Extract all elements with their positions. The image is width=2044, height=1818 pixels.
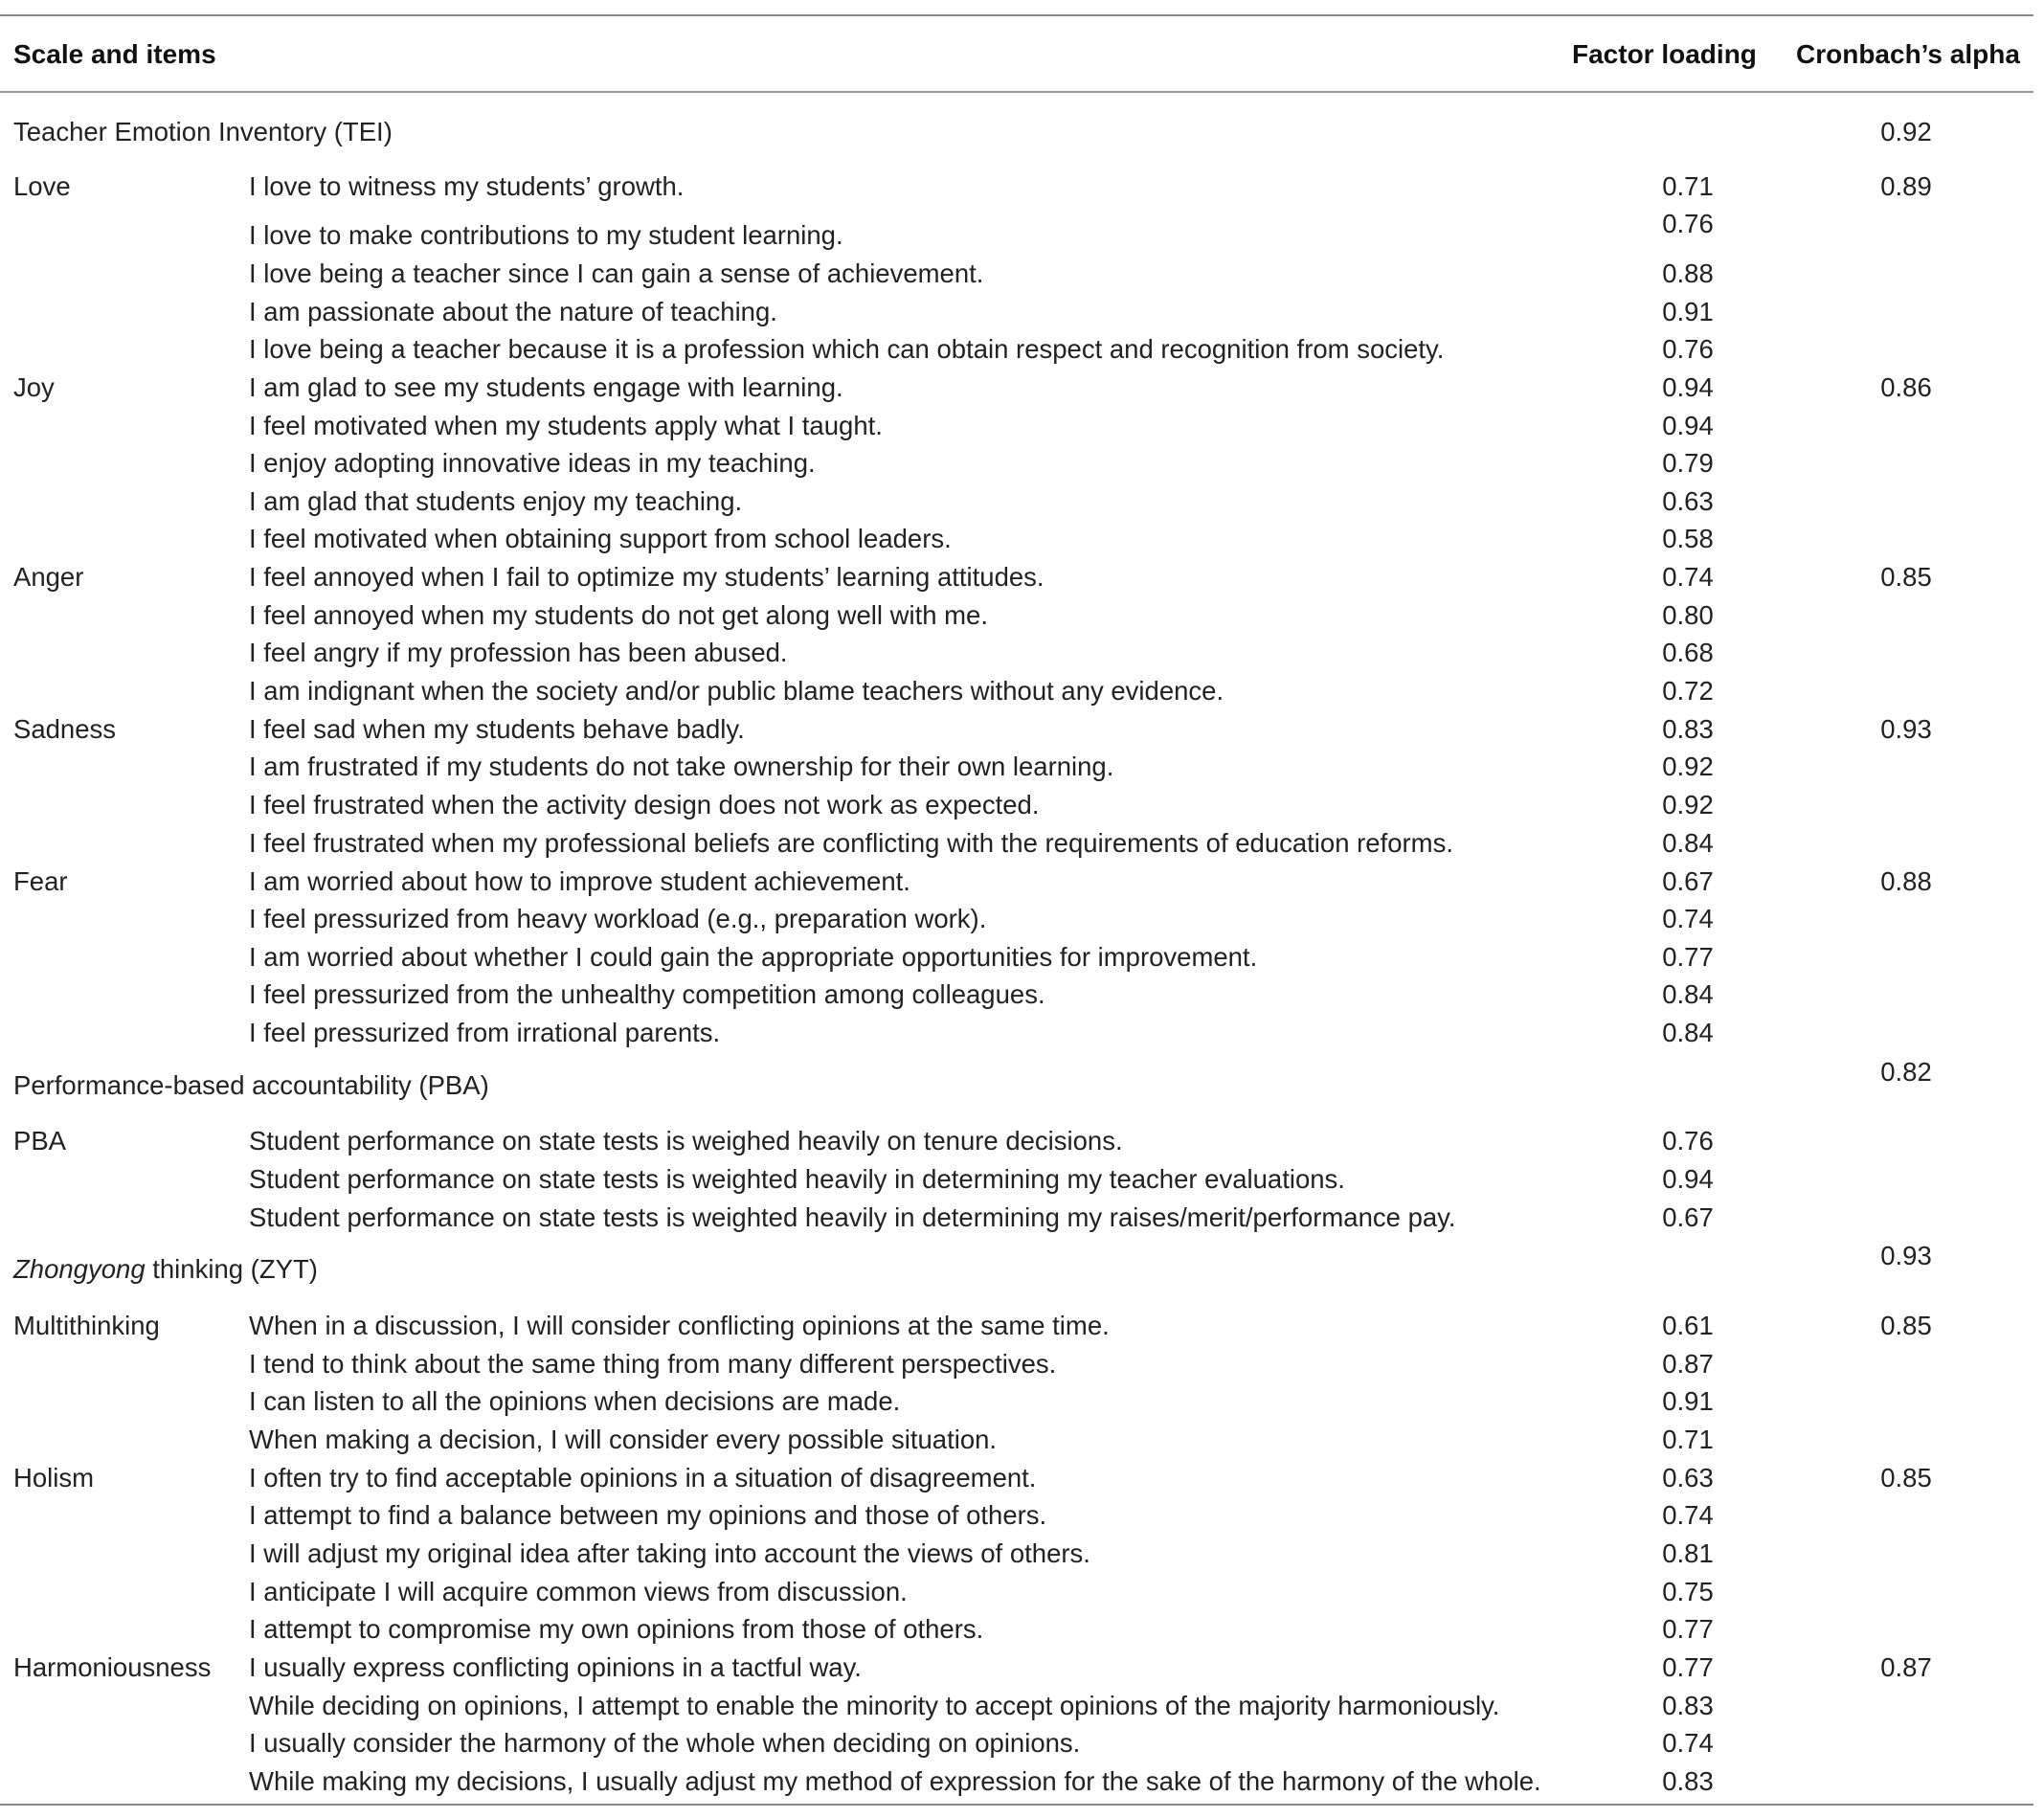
subscale-alpha: 0.87 (1880, 1652, 1932, 1682)
item-loading: 0.76 (1662, 334, 1714, 364)
item-loading: 0.68 (1662, 638, 1714, 667)
item-loading: 0.67 (1662, 866, 1714, 896)
item-text: I attempt to find a balance between my opinions and those of others. (249, 1500, 1047, 1530)
item-text: I am glad to see my students engage with learning. (249, 372, 843, 402)
item-loading: 0.80 (1662, 600, 1714, 630)
header-factor-loading: Factor loading (1572, 39, 1757, 69)
item-loading: 0.71 (1662, 171, 1714, 201)
item-loading: 0.87 (1662, 1349, 1714, 1379)
item-text: I feel pressurized from the unhealthy competition among colleagues. (249, 979, 1045, 1009)
item-text: I love to make contributions to my student learning. (249, 220, 843, 250)
item-loading: 0.92 (1662, 790, 1714, 819)
table-top-rule (0, 14, 2033, 16)
subscale-alpha: 0.85 (1880, 562, 1932, 592)
table-header-rule (0, 91, 2033, 93)
item-text: I feel angry if my profession has been abused. (249, 638, 788, 667)
item-loading: 0.84 (1662, 979, 1714, 1009)
item-loading: 0.84 (1662, 1018, 1714, 1047)
item-text: I feel sad when my students behave badly. (249, 714, 745, 744)
subscale-name: Love (13, 171, 71, 201)
item-text: I love to witness my students’ growth. (249, 171, 685, 201)
item-text: Student performance on state tests is weighted heavily in determining my raises/merit/performance pay. (249, 1202, 1456, 1232)
item-text: While deciding on opinions, I attempt to enable the minority to accept opinions of the majority harmoniously. (249, 1691, 1500, 1720)
item-loading: 0.63 (1662, 1463, 1714, 1493)
item-text: I usually express conflicting opinions in a tactful way. (249, 1652, 862, 1682)
item-text: I anticipate I will acquire common views from discussion. (249, 1577, 908, 1606)
item-loading: 0.83 (1662, 714, 1714, 744)
item-loading: 0.74 (1662, 904, 1714, 933)
subscale-name: Fear (13, 866, 68, 896)
item-loading: 0.77 (1662, 1614, 1714, 1644)
item-loading: 0.94 (1662, 372, 1714, 402)
item-text: I enjoy adopting innovative ideas in my teaching. (249, 448, 816, 478)
subscale-name: Sadness (13, 714, 117, 744)
item-text: I feel motivated when my students apply what I taught. (249, 411, 883, 440)
subscale-alpha: 0.85 (1880, 1463, 1932, 1493)
item-loading: 0.77 (1662, 942, 1714, 972)
subscale-name: Multithinking (13, 1311, 160, 1340)
item-text: While making my decisions, I usually adjust my method of expression for the sake of the harmony of the whole. (249, 1766, 1541, 1796)
item-text: I feel frustrated when the activity design does not work as expected. (249, 790, 1040, 819)
item-text: I usually consider the harmony of the whole when deciding on opinions. (249, 1728, 1081, 1758)
item-loading: 0.91 (1662, 297, 1714, 326)
item-text: I love being a teacher because it is a profession which can obtain respect and recognition from society. (249, 334, 1445, 364)
item-loading: 0.84 (1662, 828, 1714, 858)
item-text: I am glad that students enjoy my teaching. (249, 486, 743, 516)
item-text: When in a discussion, I will consider conflicting opinions at the same time. (249, 1311, 1110, 1340)
section-title: Teacher Emotion Inventory (TEI) (13, 117, 393, 146)
subscale-alpha: 0.88 (1880, 866, 1932, 896)
subscale-alpha: 0.86 (1880, 372, 1932, 402)
item-text: I am worried about whether I could gain the appropriate opportunities for improvement. (249, 942, 1258, 972)
item-text: I will adjust my original idea after taking into account the views of others. (249, 1538, 1090, 1568)
subscale-alpha: 0.89 (1880, 171, 1932, 201)
section-alpha: 0.82 (1880, 1057, 1932, 1087)
subscale-name: Joy (13, 372, 55, 402)
item-loading: 0.74 (1662, 562, 1714, 592)
item-loading: 0.75 (1662, 1577, 1714, 1606)
item-text: When making a decision, I will consider every possible situation. (249, 1425, 998, 1454)
item-loading: 0.94 (1662, 411, 1714, 440)
subscale-name: Anger (13, 562, 84, 592)
item-text: I am passionate about the nature of teaching. (249, 297, 777, 326)
item-text: I can listen to all the opinions when decisions are made. (249, 1386, 901, 1416)
item-text: Student performance on state tests is weighed heavily on tenure decisions. (249, 1126, 1123, 1156)
item-loading: 0.91 (1662, 1386, 1714, 1416)
item-loading: 0.94 (1662, 1164, 1714, 1194)
item-text: I tend to think about the same thing from many different perspectives. (249, 1349, 1057, 1379)
section-title-rest: thinking (ZYT) (145, 1254, 318, 1284)
item-loading: 0.58 (1662, 524, 1714, 553)
item-loading: 0.61 (1662, 1311, 1714, 1340)
item-loading: 0.88 (1662, 258, 1714, 288)
item-text: I am frustrated if my students do not take ownership for their own learning. (249, 752, 1114, 781)
item-loading: 0.74 (1662, 1500, 1714, 1530)
item-loading: 0.77 (1662, 1652, 1714, 1682)
item-loading: 0.83 (1662, 1691, 1714, 1720)
item-text: I often try to find acceptable opinions in a situation of disagreement. (249, 1463, 1037, 1493)
item-loading: 0.83 (1662, 1766, 1714, 1796)
section-alpha: 0.93 (1880, 1241, 1932, 1270)
item-text: I feel annoyed when my students do not get along well with me. (249, 600, 988, 630)
subscale-alpha: 0.85 (1880, 1311, 1932, 1340)
item-text: I feel motivated when obtaining support from school leaders. (249, 524, 952, 553)
section-title: Performance-based accountability (PBA) (13, 1070, 489, 1100)
subscale-name: Holism (13, 1463, 95, 1493)
item-loading: 0.72 (1662, 676, 1714, 706)
header-scale-and-items: Scale and items (13, 39, 216, 69)
item-loading: 0.76 (1662, 209, 1714, 238)
item-loading: 0.79 (1662, 448, 1714, 478)
section-title-italic: Zhongyong (13, 1254, 146, 1284)
item-text: I am worried about how to improve student achievement. (249, 866, 910, 896)
item-loading: 0.76 (1662, 1126, 1714, 1156)
item-text: Student performance on state tests is weighted heavily in determining my teacher evaluations. (249, 1164, 1345, 1194)
item-loading: 0.74 (1662, 1728, 1714, 1758)
item-text: I attempt to compromise my own opinions from those of others. (249, 1614, 984, 1644)
item-text: I love being a teacher since I can gain a sense of achievement. (249, 258, 984, 288)
subscale-name: Harmoniousness (13, 1652, 212, 1682)
table-bottom-rule (0, 1804, 2033, 1806)
item-text: I feel pressurized from heavy workload (e.g., preparation work). (249, 904, 987, 933)
item-loading: 0.81 (1662, 1538, 1714, 1568)
item-text: I feel frustrated when my professional beliefs are conflicting with the requirements of education reforms. (249, 828, 1453, 858)
item-text: I feel pressurized from irrational parents. (249, 1018, 721, 1047)
item-loading: 0.67 (1662, 1202, 1714, 1232)
item-text: I feel annoyed when I fail to optimize my students’ learning attitudes. (249, 562, 1044, 592)
subscale-alpha: 0.93 (1880, 714, 1932, 744)
subscale-name: PBA (13, 1126, 67, 1156)
section-title (13, 1250, 318, 1289)
item-loading: 0.92 (1662, 752, 1714, 781)
item-loading: 0.71 (1662, 1425, 1714, 1454)
header-cronbach-alpha: Cronbach’s alpha (1796, 39, 2020, 69)
section-alpha: 0.92 (1880, 117, 1932, 146)
item-text: I am indignant when the society and/or public blame teachers without any evidence. (249, 676, 1224, 706)
item-loading: 0.63 (1662, 486, 1714, 516)
